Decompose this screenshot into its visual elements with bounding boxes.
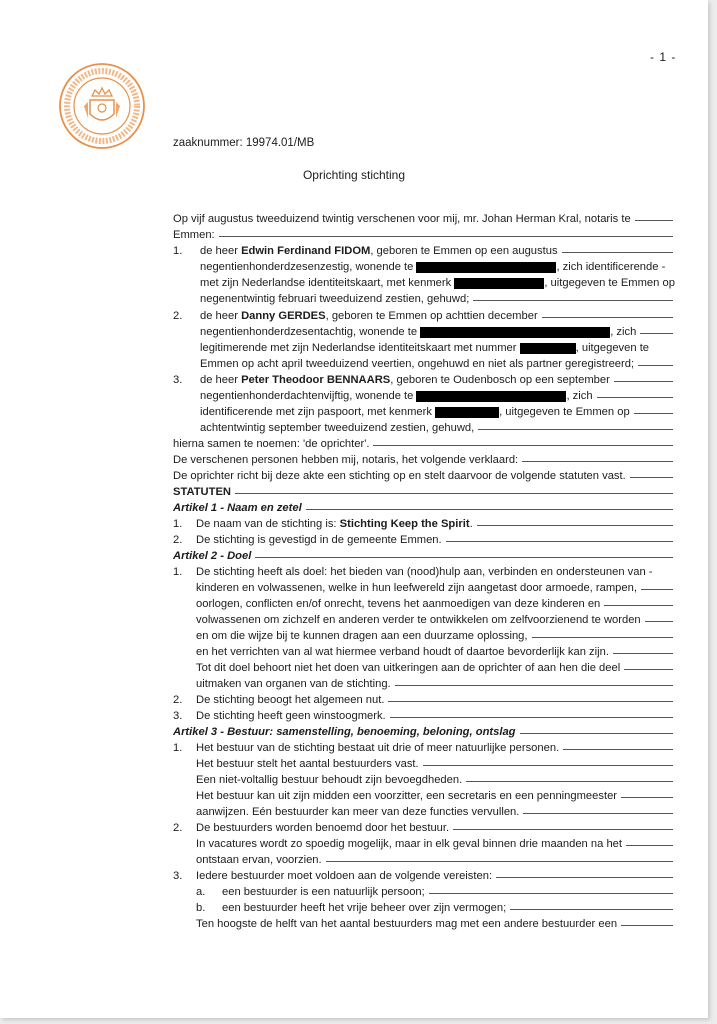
list-number: 3. [173,374,183,386]
list-number: 3. [173,710,183,722]
article-line: aanwijzen. Eén bestuurder kan meer van deze functies vervullen. [196,804,675,820]
person-line: legitimerende met zijn Nederlandse identiteitskaart met nummer , uitgegeven te [200,342,650,354]
person-line: Emmen op acht april tweeduizend veertien, ongehuwd en niet als partner geregistreerd; [200,356,675,372]
article-line: De bestuurders worden benoemd door het bestuur. [196,820,675,836]
person-line: negentienhonderdachtenvijftig, wonende te , zich [200,388,675,404]
article-line: De stichting is gevestigd in de gemeente Emmen. [196,532,675,548]
article-line: een bestuurder heeft het vrije beheer over zijn vermogen; [222,900,675,916]
list-number: 1. [173,518,183,530]
article-line: De naam van de stichting is: Stichting Keep the Spirit. [196,516,675,532]
case-number: zaaknummer: 19974.01/MB [173,137,315,149]
person-line: negentienhonderdzesentachtig, wonende te , zich [200,324,675,340]
list-number: 2. [173,534,183,546]
intro-line: Emmen: [173,227,675,243]
article-line: en om die wijze bij te kunnen dragen aan een duurzame oplossing, [196,628,675,644]
list-number: 3. [173,870,183,882]
person-line: negenentwintig februari tweeduizend zestien, gehuwd; [200,291,675,307]
document-title: Oprichting stichting [302,168,406,182]
article-heading: Artikel 2 - Doel [173,548,675,564]
article-line: De stichting beoogt het algemeen nut. [196,692,675,708]
person-line: de heer Edwin Ferdinand FIDOM, geboren te Emmen op een augustus [200,243,675,259]
article-line: oorlogen, conflicten en/of onrecht, tevens het aanmoedigen van deze kinderen en [196,596,675,612]
person-line: negentienhonderdzesenzestig, wonende te , zich identificerende - [200,261,666,273]
article-line: Een niet-voltallig bestuur behoudt zijn bevoegdheden. [196,772,675,788]
article-line: uitmaken van organen van de stichting. [196,676,675,692]
article-line: een bestuurder is een natuurlijk persoon; [222,884,675,900]
body-line: De oprichter richt bij deze akte een stichting op en stelt daarvoor de volgende statuten vast. [173,468,675,484]
article-line: Tot dit doel behoort niet het doen van uitkeringen aan de oprichter of aan hen die deel [196,660,675,676]
statuten-heading: STATUTEN [173,484,675,500]
redaction-bar [420,327,610,338]
list-number: 1. [173,742,183,754]
article-line: Het bestuur van de stichting bestaat uit drie of meer natuurlijke personen. [196,740,675,756]
article-line: Ten hoogste de helft van het aantal bestuurders mag met een andere bestuurder een [196,916,675,932]
article-line: Iedere bestuurder moet voldoen aan de volgende vereisten: [196,868,675,884]
list-number: 2. [173,310,183,322]
article-line: ontstaan ervan, voorzien. [196,852,675,868]
list-number: 1. [173,245,183,257]
article-line: De stichting heeft als doel: het bieden van (nood)hulp aan, verbinden en ondersteunen van - [196,566,653,578]
article-heading: Artikel 1 - Naam en zetel [173,500,675,516]
notary-seal-logo [58,62,146,150]
person-line: identificerende met zijn paspoort, met kenmerk , uitgegeven te Emmen op [200,404,675,420]
article-line: Het bestuur stelt het aantal bestuurders vast. [196,756,675,772]
article-line: en het verrichten van al wat hiermee verband houdt of daartoe bevorderlijk kan zijn. [196,644,675,660]
list-number: 2. [173,822,183,834]
article-heading: Artikel 3 - Bestuur: samenstelling, benoeming, beloning, ontslag [173,724,675,740]
intro-line: Op vijf augustus tweeduizend twintig verschenen voor mij, mr. Johan Herman Kral, notaris te [173,211,675,227]
article-line: In vacatures wordt zo spoedig mogelijk, maar in elk geval binnen drie maanden na het [196,836,675,852]
redaction-bar [454,278,544,289]
person-line: met zijn Nederlandse identiteitskaart, met kenmerk , uitgegeven te Emmen op [200,275,675,291]
person-line: de heer Peter Theodoor BENNAARS, geboren te Oudenbosch op een september [200,372,675,388]
sub-list-letter: b. [196,902,206,914]
sub-list-letter: a. [196,886,206,898]
redaction-bar [520,343,576,354]
redaction-bar [435,407,499,418]
person-line: achtentwintig september tweeduizend zestien, gehuwd, [200,420,675,436]
person-line: de heer Danny GERDES, geboren te Emmen op achttien december [200,308,675,324]
list-number: 2. [173,694,183,706]
article-line: volwassenen om zichzelf en anderen verder te ontwikkelen om zelfvoorzienend te worden [196,612,675,628]
list-number: 1. [173,566,183,578]
article-line: Het bestuur kan uit zijn midden een voorzitter, een secretaris en een penningmeester [196,788,675,804]
redaction-bar [416,262,556,273]
redaction-bar [416,391,566,402]
article-line: kinderen en volwassenen, welke in hun leefwereld zijn aangetast door armoede, rampen, [196,580,675,596]
body-line: hierna samen te noemen: 'de oprichter'. [173,436,675,452]
page-number: - 1 - [650,50,677,64]
article-line: De stichting heeft geen winstoogmerk. [196,708,675,724]
body-line: De verschenen personen hebben mij, notaris, het volgende verklaard: [173,452,675,468]
